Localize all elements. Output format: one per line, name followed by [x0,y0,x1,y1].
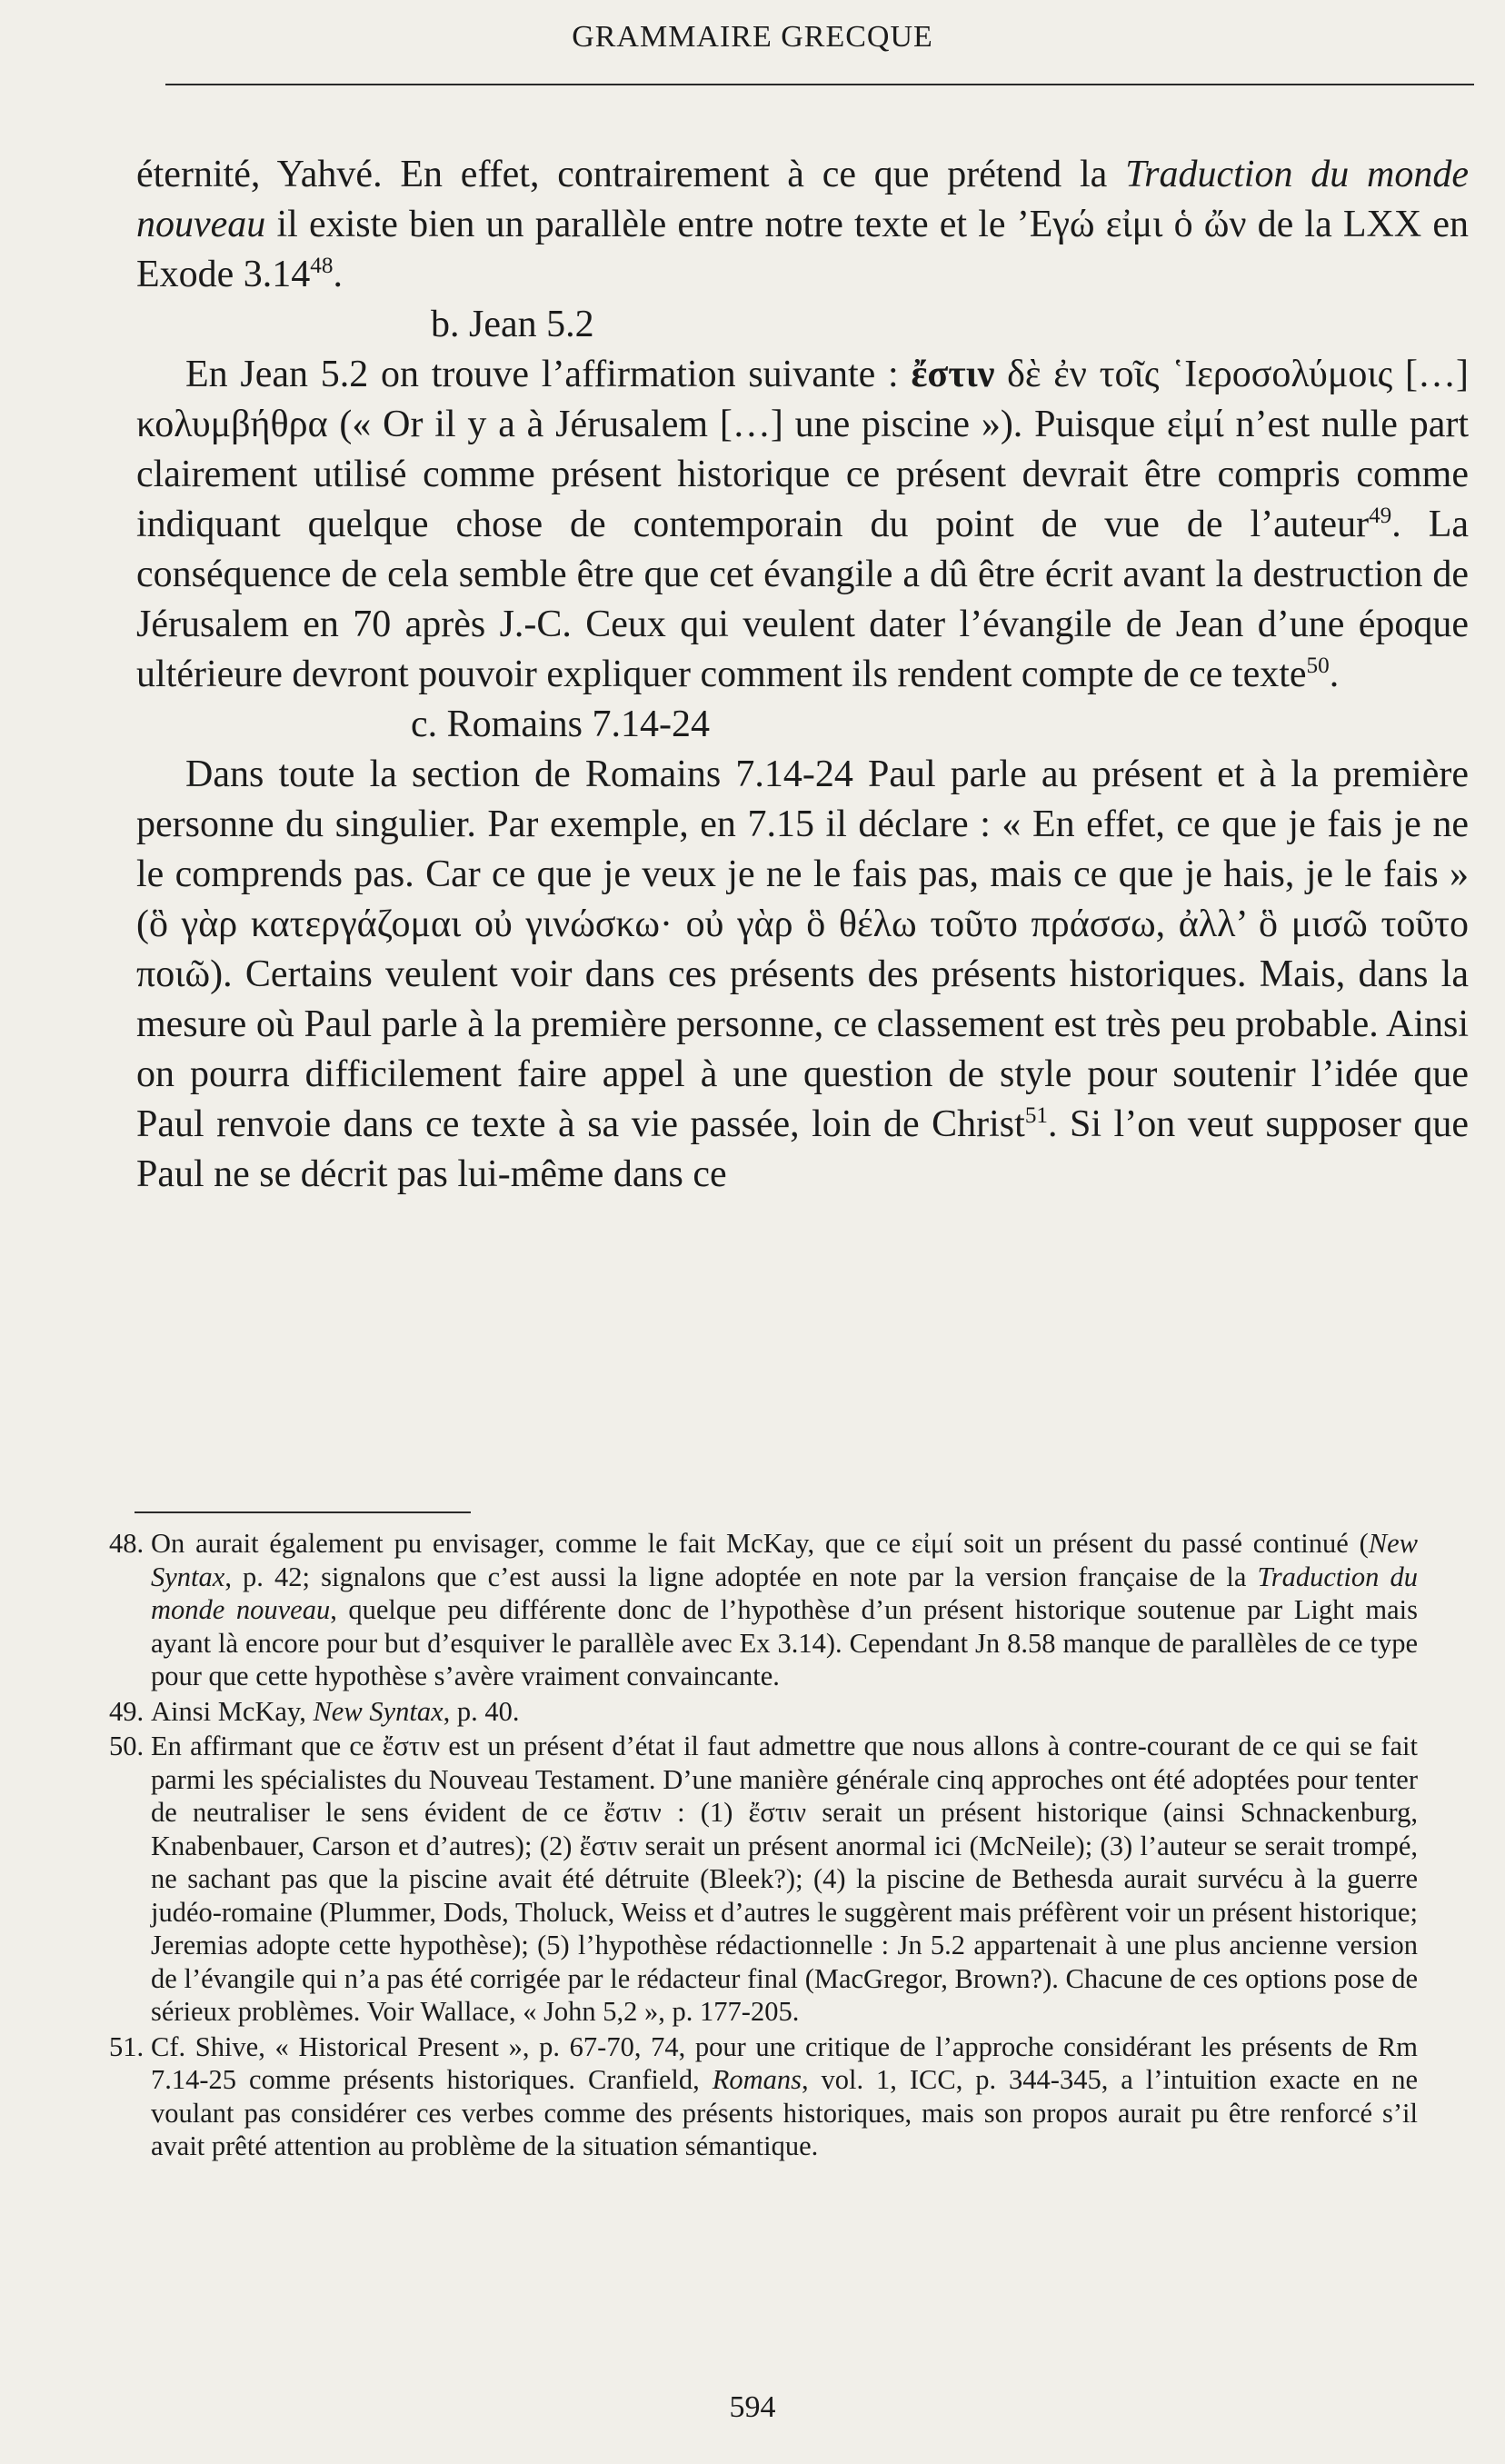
subheading-jean-5-2: b. Jean 5.2 [431,304,594,345]
paragraph-3: Dans toute la section de Romains 7.14-24 Paul parle au présent et à la première personne du singulier. Par exemple, en 7.15 il déclare : « En effet, ce que je fais je ne le comprends pas. Car ce que je veux je ne le fais pas, mais ce que je hais, je le fais » (ὃ γὰρ κατεργάζομαι οὐ γινώσκω· οὐ γὰρ ὃ θέλω τοῦτο πράσσω, ἀλλ’ ὃ μισῶ τοῦτο ποιῶ). Certains veulent voir dans ces présents des présents historiques. Mais, dans la mesure où Paul parle à la première personne, ce classement est très peu probable. Ainsi on pourra difficilement faire appel à une question de style pour soutenir l’idée que Paul renvoie dans ce texte à sa vie passée, loin de Christ$^{51}$. Si l’on veut supposer que Paul ne se décrit pas lui-même dans ce [136,753,1469,1195]
footnote-ref-50[interactable]: 50 [1306,653,1330,678]
page-number: 594 [729,2390,776,2424]
footnote-rule [135,1511,471,1513]
footnotes [109,1527,1418,2165]
footnote-ref-49[interactable]: 49 [1369,504,1392,528]
footnote-48: 48. On aurait également pu envisager, comme le fait McKay, que ce εἰμί soit un présent du passé continué (New Syntax, p. 42; signalons que c’est aussi la ligne adoptée en note par la version française de la Traduction du monde nouveau, quelque peu différente donc de l’hypothèse d’un présent historique soutenue par Light mais ayant là encore pour but d’esquiver le parallèle avec Ex 3.14). Cependant Jn 8.58 manque de parallèles de ce type pour que cette hypothèse s’avère vraiment convaincante. [109,1528,1419,1691]
footnote-51: 51. Cf. Shive, « Historical Present », p. 67-70, 74, pour une critique de l’approche considérant les présents de Rm 7.14-25 comme présents historiques. Cranfield, Romans, vol. 1, ICC, p. 344-345, a l’intuition exacte en ne voulant pas considérer ces verbes comme des présents historiques, mais son propos aurait pu être renforcé s’il avait prêté attention au problème de la situation sémantique. [109,2030,1418,2161]
footnote-49: 49. Ainsi McKay, New Syntax, p. 40. [109,1695,520,1727]
main-text [136,150,1469,1200]
header-rule [165,84,1474,85]
footnote-ref-51[interactable]: 51 [1024,1103,1048,1128]
subheading-romains-7-14-24: c. Romains 7.14-24 [411,703,710,745]
footnote-50: 50. En affirmant que ce ἔστιν est un présent d’état il faut admettre que nous allons à contre-courant de ce qui se fait parmi les spécialistes du Nouveau Testament. D’une manière générale cinq approches ont été adoptées pour tenter de neutraliser le sens évident de ce ἔστιν : (1) ἔστιν serait un présent historique (ainsi Schnackenburg, Knabenbauer, Carson et d’autres); (2) ἔστιν serait un présent anormal ici (McNeile); (3) l’auteur se serait trompé, ne sachant pas que la piscine avait été détruite (Bleek?); (4) la piscine de Bethesda aurait survécu à la guerre judéo-romaine (Plummer, Dods, Tholuck, Weiss et d’autres le suggèrent mais préfèrent voir un présent historique; Jeremias adopte cette hypothèse); (5) l’hypothèse rédactionnelle : Jn 5.2 appartenait à une plus ancienne version de l’évangile qui n’a pas été corrigée par le rédacteur final (MacGregor, Brown?). Chacune de ces options pose de sérieux problèmes. Voir Wallace, « John 5,2 », p. 177-205. [109,1731,1418,2027]
paragraph-2: En Jean 5.2 on trouve l’affirmation suivante : ἔστιν δὲ ἐν τοῖς ῾Ιεροσολύμοις […] κολυμβήθρα (« Or il y a à Jérusalem […] une piscine »). Puisque εἰμί n’est nulle part clairement utilisé comme présent historique ce présent devrait être compris comme indiquant quelque chose de contemporain du point de vue de l’auteur$^{49}$. La conséquence de cela semble être que cet évangile a dû être écrit avant la destruction de Jérusalem en 70 après J.-C. Ceux qui veulent dater l’évangile de Jean d’une époque ultérieure devront pouvoir expliquer comment ils rendent compte de ce texte$^{50}$. [136,354,1469,695]
paragraph-1: éternité, Yahvé. En effet, contrairement à ce que prétend la Traduction du monde nouveau il existe bien un parallèle entre notre texte et le ’Εγώ εἰμι ὁ ὤν de la LXX en Exode 3.14$^{48}$. [136,154,1470,295]
running-head: GRAMMAIRE GRECQUE [572,20,933,54]
footnote-ref-48[interactable]: 48 [310,254,334,278]
